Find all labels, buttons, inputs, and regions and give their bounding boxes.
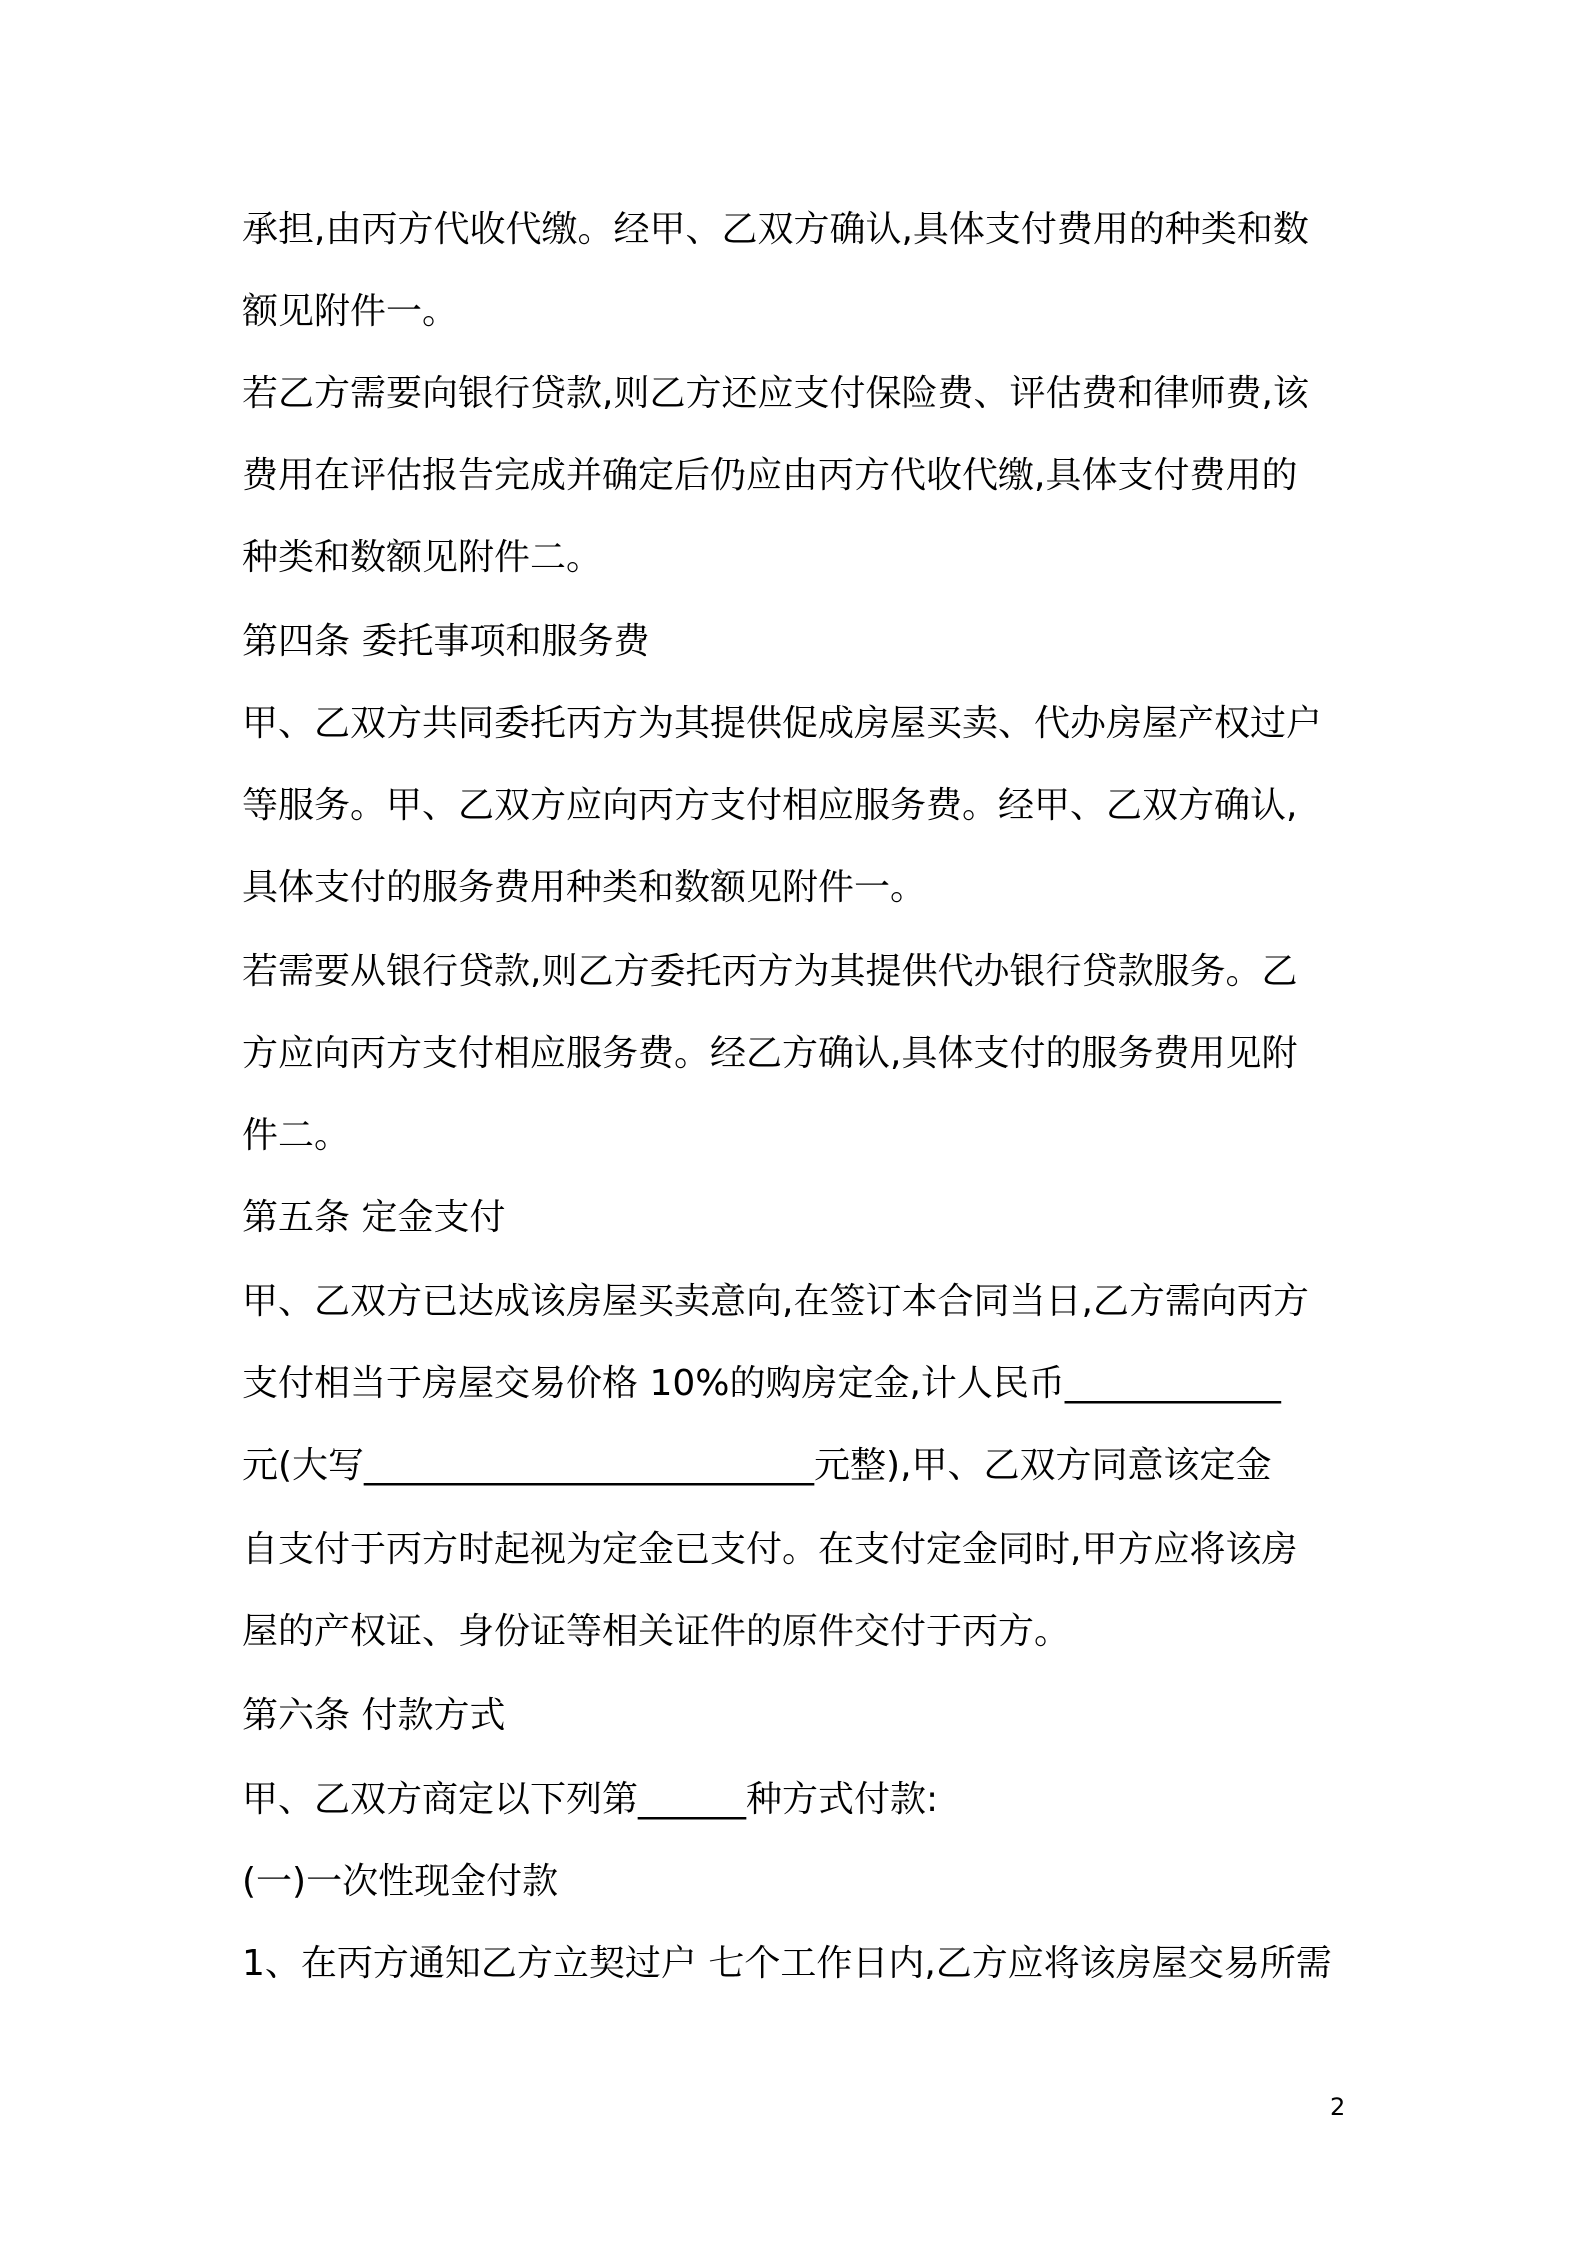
section-heading: 第六条 付款方式 <box>242 1695 506 1736</box>
text-line: 屋的产权证、身份证等相关证件的原件交付于丙方。 <box>242 1611 1071 1652</box>
text-line: 元(大写_________________________元整),甲、乙双方同意该定金 <box>242 1445 1272 1486</box>
text-line: 1、在丙方通知乙方立契过户 七个工作日内,乙方应将该房屋交易所需 <box>242 1943 1332 1984</box>
text-line: 方应向丙方支付相应服务费。经乙方确认,具体支付的服务费用见附 <box>242 1033 1298 1074</box>
section-heading: 第五条 定金支付 <box>242 1197 506 1238</box>
text-line: 费用在评估报告完成并确定后仍应由丙方代收代缴,具体支付费用的 <box>242 455 1298 496</box>
text-line: 若需要从银行贷款,则乙方委托丙方为其提供代办银行贷款服务。乙 <box>242 951 1298 992</box>
text-line: 种类和数额见附件二。 <box>242 537 603 578</box>
text-line: 等服务。甲、乙双方应向丙方支付相应服务费。经甲、乙双方确认, <box>242 785 1298 826</box>
text-line: (一)一次性现金付款 <box>242 1861 559 1902</box>
text-line: 具体支付的服务费用种类和数额见附件一。 <box>242 867 927 908</box>
text-line: 承担,由丙方代收代缴。经甲、乙双方确认,具体支付费用的种类和数 <box>242 209 1309 250</box>
text-line: 自支付于丙方时起视为定金已支付。在支付定金同时,甲方应将该房 <box>242 1529 1298 1570</box>
text-line: 甲、乙双方共同委托丙方为其提供促成房屋买卖、代办房屋产权过户 <box>242 703 1323 744</box>
text-line: 额见附件一。 <box>242 291 459 332</box>
text-line: 若乙方需要向银行贷款,则乙方还应支付保险费、评估费和律师费,该 <box>242 373 1309 414</box>
page-number: 2 <box>1330 2093 1346 2121</box>
text-line: 件二。 <box>242 1115 351 1156</box>
text-line: 支付相当于房屋交易价格 10%的购房定金,计人民币____________ <box>242 1363 1281 1404</box>
text-line: 甲、乙双方已达成该房屋买卖意向,在签订本合同当日,乙方需向丙方 <box>242 1281 1309 1322</box>
text-line: 甲、乙双方商定以下列第______种方式付款: <box>242 1779 939 1820</box>
section-heading: 第四条 委托事项和服务费 <box>242 621 650 662</box>
